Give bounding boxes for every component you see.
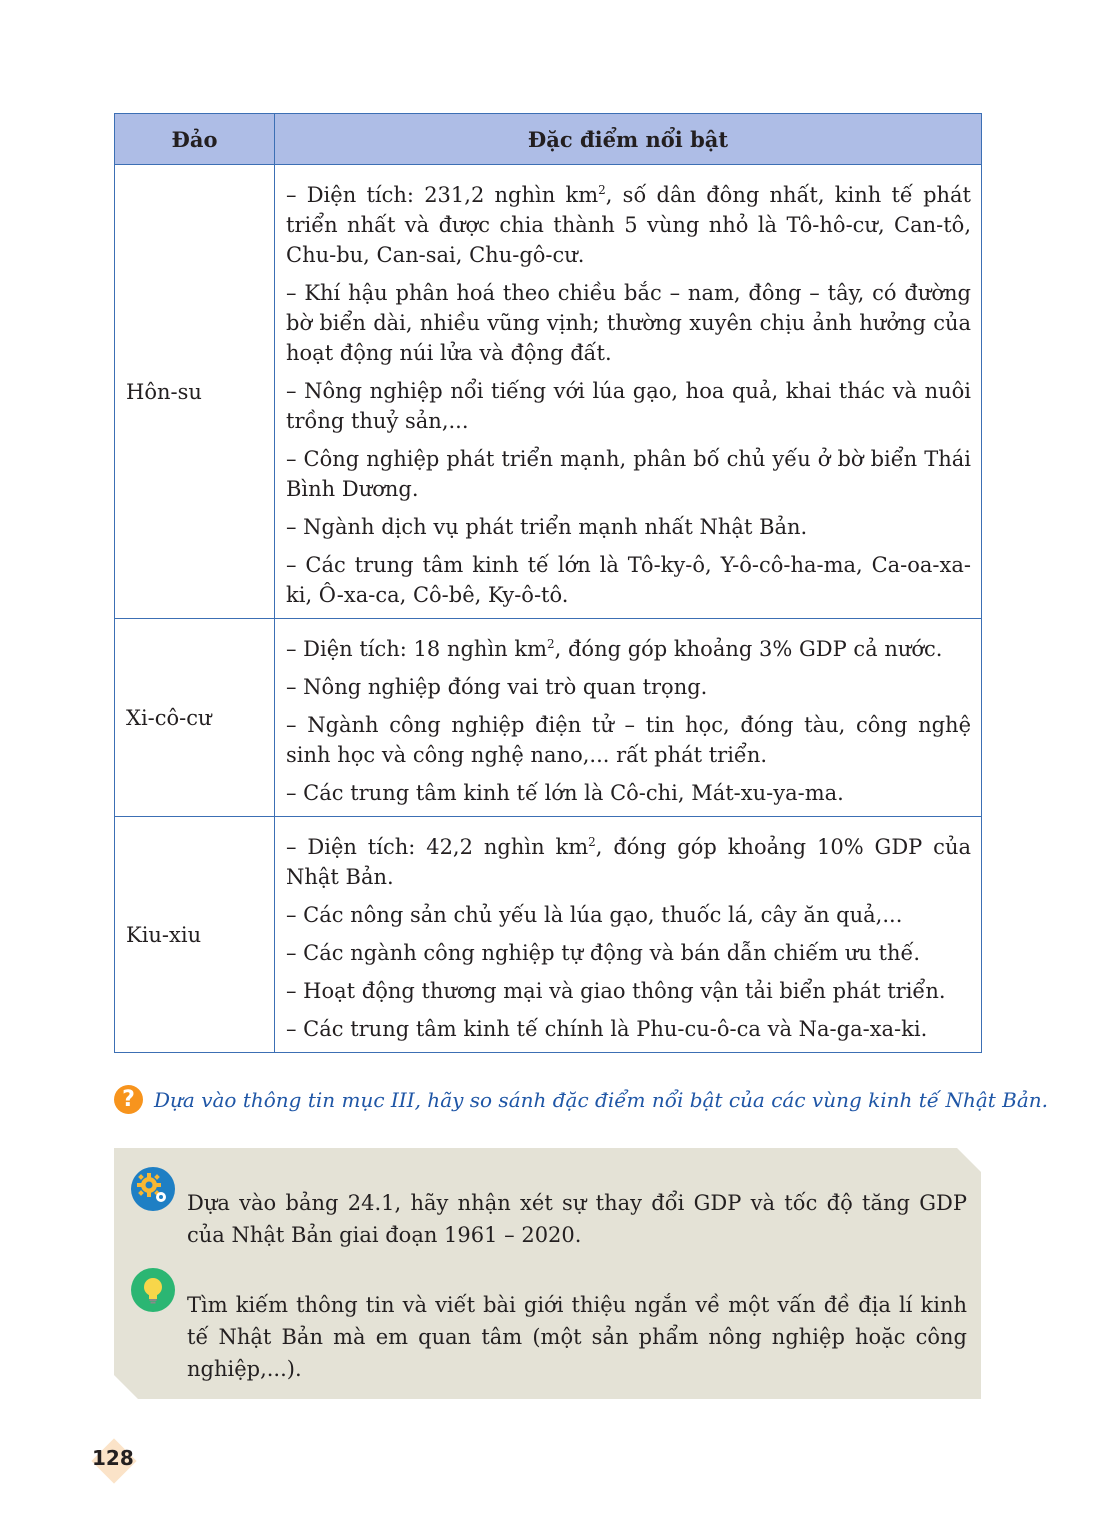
- island-features: [275, 619, 982, 817]
- island-name: Xi-cô-cư: [115, 619, 275, 817]
- feature-text: – Nông nghiệp nổi tiếng với lúa gạo, hoa quả, khai thác và nuôi trồng thuỷ sản,...: [286, 379, 971, 433]
- feature-item: [286, 629, 971, 664]
- feature-item: [286, 710, 971, 770]
- practice-text: Dựa vào bảng 24.1, hãy nhận xét sự thay đổi GDP và tốc độ tăng GDP của Nhật Bản giai đoạn 1961 – 2020.: [187, 1191, 967, 1247]
- island-name: Hôn-su: [115, 165, 275, 619]
- table-row: [115, 619, 982, 817]
- feature-item: [286, 175, 971, 270]
- feature-text: – Các trung tâm kinh tế lớn là Tô-ky-ô, Y-ô-cô-ha-ma, Ca-oa-xa-ki, Ô-xa-ca, Cô-bê, Ky-ô-tô.: [286, 553, 971, 607]
- feature-text: – Diện tích: 18 nghìn km: [286, 637, 547, 661]
- superscript: 2: [598, 183, 606, 197]
- feature-item: [286, 550, 971, 610]
- island-features: [275, 817, 982, 1053]
- question-mark-icon: ?: [114, 1085, 143, 1114]
- feature-text: – Các trung tâm kinh tế chính là Phu-cu-ô-ca và Na-ga-xa-ki.: [286, 1017, 928, 1041]
- feature-text: – Ngành dịch vụ phát triển mạnh nhất Nhật Bản.: [286, 515, 808, 539]
- feature-text: – Diện tích: 231,2 nghìn km: [286, 183, 599, 207]
- lightbulb-icon: [131, 1268, 175, 1312]
- feature-text: – Ngành công nghiệp điện tử – tin học, đóng tàu, công nghệ sinh học và công nghệ nano,... rất phát triển.: [286, 713, 971, 767]
- table-header-row: [115, 114, 982, 165]
- superscript: 2: [547, 637, 555, 651]
- islands-table: [114, 113, 982, 1053]
- feature-item: [286, 444, 971, 504]
- gear-icon: [131, 1167, 175, 1211]
- feature-text: – Diện tích: 42,2 nghìn km: [286, 835, 589, 859]
- feature-text: – Các trung tâm kinh tế lớn là Cô-chi, Mát-xu-ya-ma.: [286, 781, 844, 805]
- feature-text: , đóng góp khoảng 10% GDP của Nhật Bản.: [286, 835, 971, 889]
- feature-text: – Các nông sản chủ yếu là lúa gạo, thuốc lá, cây ăn quả,...: [286, 903, 903, 927]
- feature-item: [286, 900, 971, 930]
- feature-text: , số dân đông nhất, kinh tế phát triển nhất và được chia thành 5 vùng nhỏ là Tô-hô-cư, Can-tô, Chu-bu, Can-sai, Chu-gô-cư.: [286, 183, 971, 267]
- feature-item: [286, 512, 971, 542]
- feature-item: [286, 376, 971, 436]
- feature-text: , đóng góp khoảng 3% GDP cả nước.: [554, 637, 943, 661]
- table-row: [115, 817, 982, 1053]
- feature-item: [286, 976, 971, 1006]
- superscript: 2: [588, 835, 596, 849]
- feature-text: – Công nghiệp phát triển mạnh, phân bố chủ yếu ở bờ biển Thái Bình Dương.: [286, 447, 971, 501]
- feature-item: [286, 827, 971, 892]
- apply-text: Tìm kiếm thông tin và viết bài giới thiệu ngắn về một vấn đề địa lí kinh tế Nhật Bản mà em quan tâm (một sản phẩm nông nghiệp hoặc công nghiệp,...).: [187, 1293, 967, 1381]
- island-features: [275, 165, 982, 619]
- header-island: Đảo: [115, 114, 275, 165]
- question-box: [114, 1085, 1049, 1125]
- feature-text: – Nông nghiệp đóng vai trò quan trọng.: [286, 675, 708, 699]
- feature-item: [286, 672, 971, 702]
- question-text: Dựa vào thông tin mục III, hãy so sánh đặc điểm nổi bật của các vùng kinh tế Nhật Bản.: [154, 1088, 1049, 1112]
- feature-text: – Hoạt động thương mại và giao thông vận tải biển phát triển.: [286, 979, 946, 1003]
- feature-text: – Khí hậu phân hoá theo chiều bắc – nam, đông – tây, có đường bờ biển dài, nhiều vũng vịnh; thường xuyên chịu ảnh hưởng của hoạt động núi lửa và động đất.: [286, 281, 971, 365]
- island-name: Kiu-xiu: [115, 817, 275, 1053]
- feature-item: [286, 278, 971, 368]
- feature-item: [286, 938, 971, 968]
- feature-text: – Các ngành công nghiệp tự động và bán dẫn chiếm ưu thế.: [286, 941, 921, 965]
- page-number: 128: [92, 1446, 134, 1470]
- header-features: Đặc điểm nổi bật: [275, 114, 982, 165]
- feature-item: [286, 1014, 971, 1044]
- table-row: [115, 165, 982, 619]
- feature-item: [286, 778, 971, 808]
